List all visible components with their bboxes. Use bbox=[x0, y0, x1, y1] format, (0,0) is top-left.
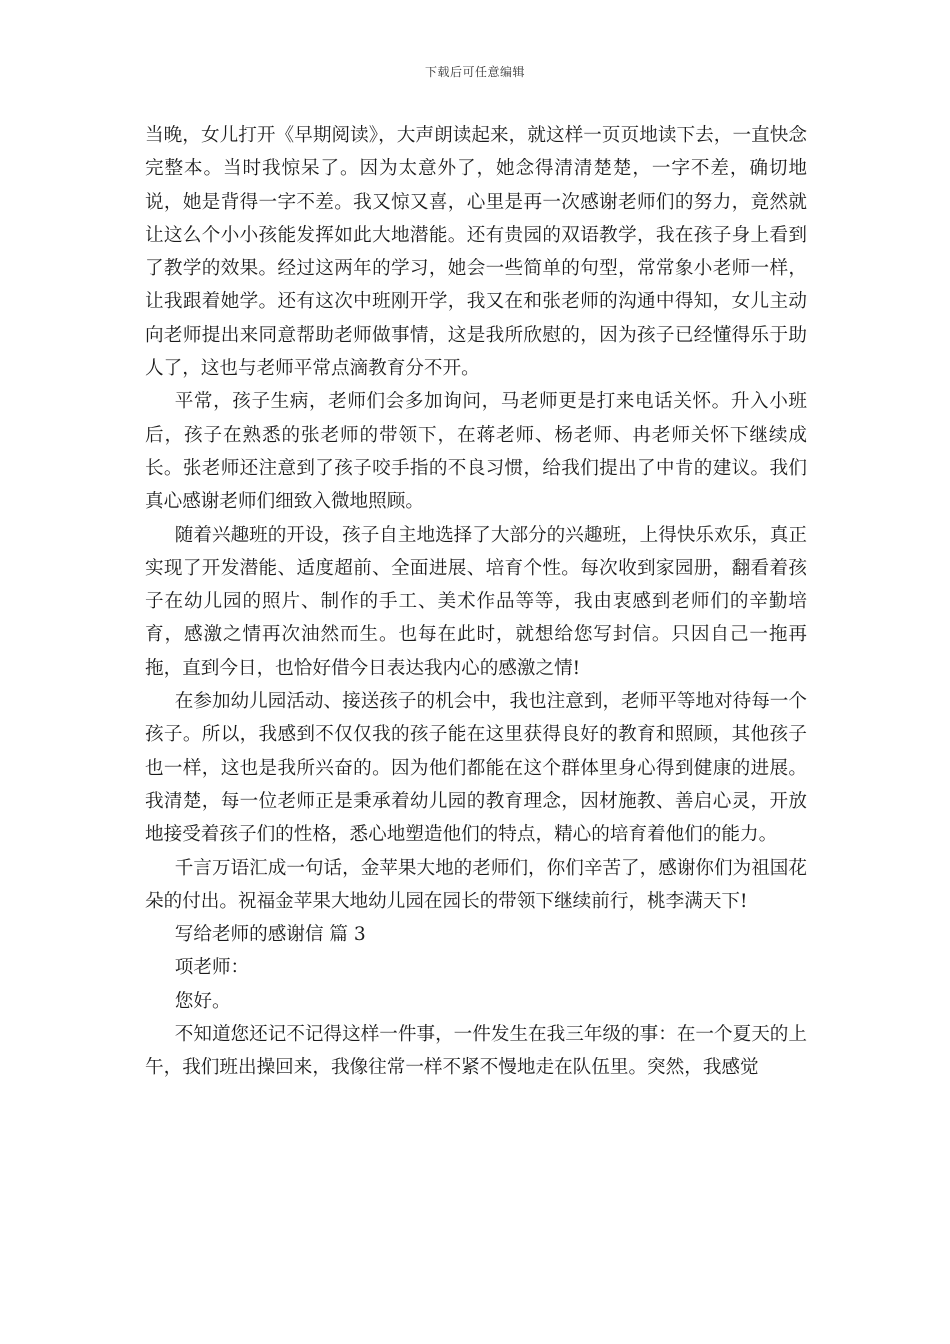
document-body bbox=[145, 119, 807, 1085]
section-title: 写给老师的感谢信 篇 3 bbox=[174, 924, 366, 946]
greeting: 您好。 bbox=[174, 990, 231, 1012]
salutation: 项老师： bbox=[174, 957, 250, 979]
paragraph: 平常，孩子生病，老师们会多加询问，马老师更是打来电话关怀。升入小班后，孩子在熟悉的张老师的带领下，在蒋老师、杨老师、冉老师关怀下继续成长。张老师还注意到了孩子咬手指的不良习惯，给我们提出了中肯的建议。我们真心感谢老师们细致入微地照顾。 bbox=[145, 391, 807, 513]
paragraph: 随着兴趣班的开设，孩子自主地选择了大部分的兴趣班，上得快乐欢乐，真正实现了开发潜能、适度超前、全面进展、培育个性。每次收到家园册，翻看着孩子在幼儿园的照片、制作的手工、美术作品等等，我由衷感到老师们的辛勤培育，感激之情再次油然而生。也每在此时，就想给您写封信。只因自己一拖再拖，直到今日，也恰好借今日表达我内心的感激之情! bbox=[145, 524, 807, 679]
paragraph: 在参加幼儿园活动、接送孩子的机会中，我也注意到，老师平等地对待每一个孩子。所以，我感到不仅仅我的孩子能在这里获得良好的教育和照顾，其他孩子也一样，这也是我所兴奋的。因为他们都能在这个群体里身心得到健康的进展。我清楚，每一位老师正是秉承着幼儿园的教育理念，因材施教、善启心灵，开放地接受着孩子们的性格，悉心地塑造他们的特点，精心的培育着他们的能力。 bbox=[145, 691, 807, 846]
paragraph: 当晚，女儿打开《早期阅读》，大声朗读起来，就这样一页页地读下去，一直快念完整本。当时我惊呆了。因为太意外了，她念得清清楚楚，一字不差，确切地说，她是背得一字不差。我又惊又喜，心里是再一次感谢老师们的努力，竟然就让这么个小小孩能发挥如此大地潜能。还有贵园的双语教学，我在孩子身上看到了教学的效果。经过这两年的学习，她会一些简单的句型，常常象小老师一样，让我跟着她学。还有这次中班刚开学，我又在和张老师的沟通中得知，女儿主动向老师提出来同意帮助老师做事情，这是我所欣慰的，因为孩子已经懂得乐于助人了，这也与老师平常点滴教育分不开。 bbox=[145, 125, 807, 380]
paragraph: 千言万语汇成一句话，金苹果大地的老师们，你们辛苦了，感谢你们为祖国花朵的付出。祝福金苹果大地幼儿园在园长的带领下继续前行，桃李满天下! bbox=[145, 857, 807, 912]
page-header: 下载后可任意编辑 bbox=[424, 65, 525, 79]
paragraph: 不知道您还记不记得这样一件事，一件发生在我三年级的事：在一个夏天的上午，我们班出操回来，我像往常一样不紧不慢地走在队伍里。突然，我感觉 bbox=[145, 1024, 807, 1079]
